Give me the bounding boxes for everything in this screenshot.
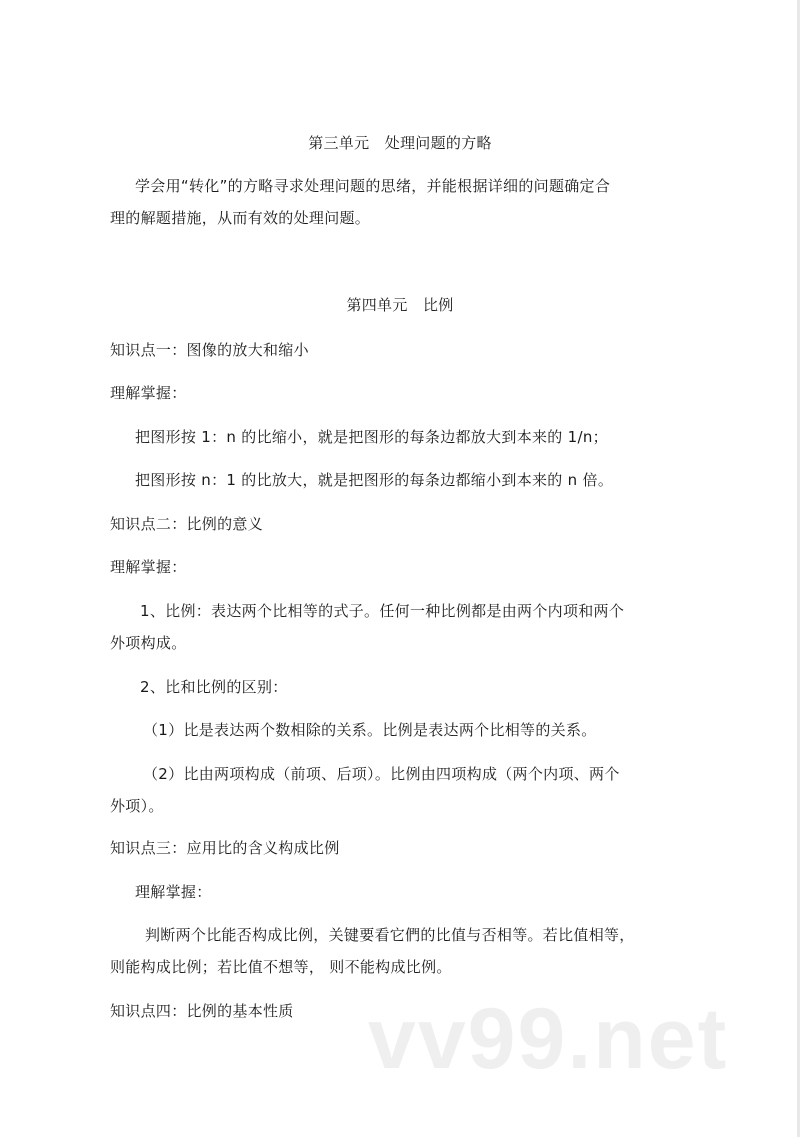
section-title: 知识点二：比例的意义 — [110, 515, 264, 533]
paragraph-line: 1、比例：表达两个比相等的式子。任何一种比例都是由两个内项和两个 — [140, 602, 625, 620]
paragraph-line: 则能构成比例；若比值不想等， 则不能构成比例。 — [110, 958, 452, 976]
paragraph-line: 把图形按 1：n 的比缩小，就是把图形的每条边都放大到本来的 1/n； — [135, 428, 608, 446]
unit4-heading: 第四单元 比例 — [346, 296, 454, 314]
section-title: 知识点四：比例的基本性质 — [110, 1002, 294, 1020]
watermark: vv99.net — [368, 991, 729, 1087]
unit3-heading: 第三单元 处理问题的方略 — [308, 134, 492, 152]
subheading: 理解掌握： — [135, 883, 212, 901]
paragraph-line: 把图形按 n：1 的比放大，就是把图形的每条边都缩小到本来的 n 倍。 — [135, 471, 614, 489]
section-title: 知识点三：应用比的含义构成比例 — [110, 839, 340, 857]
paragraph-line: 外项构成。 — [110, 634, 187, 652]
paragraph-line: 理的解题措施，从而有效的处理问题。 — [110, 209, 371, 227]
paragraph-line: 外项）。 — [110, 797, 164, 815]
paragraph-line: 学会用“转化”的方略寻求处理问题的思绪，并能根据详细的问题确定合 — [135, 177, 611, 195]
subheading: 理解掌握： — [110, 558, 187, 576]
paragraph-line: （1）比是表达两个数相除的关系。比例是表达两个比相等的关系。 — [143, 721, 597, 739]
paragraph-line: 判断两个比能否构成比例，关键要看它們的比值与否相等。若比值相等， — [145, 926, 635, 944]
section-title: 知识点一：图像的放大和缩小 — [110, 341, 309, 359]
paragraph-line: 2、比和比例的区别： — [140, 678, 288, 696]
subheading: 理解掌握： — [110, 384, 187, 402]
paragraph-line: （2）比由两项构成（前项、后项）。比例由四项构成（两个内项、两个 — [143, 765, 620, 783]
